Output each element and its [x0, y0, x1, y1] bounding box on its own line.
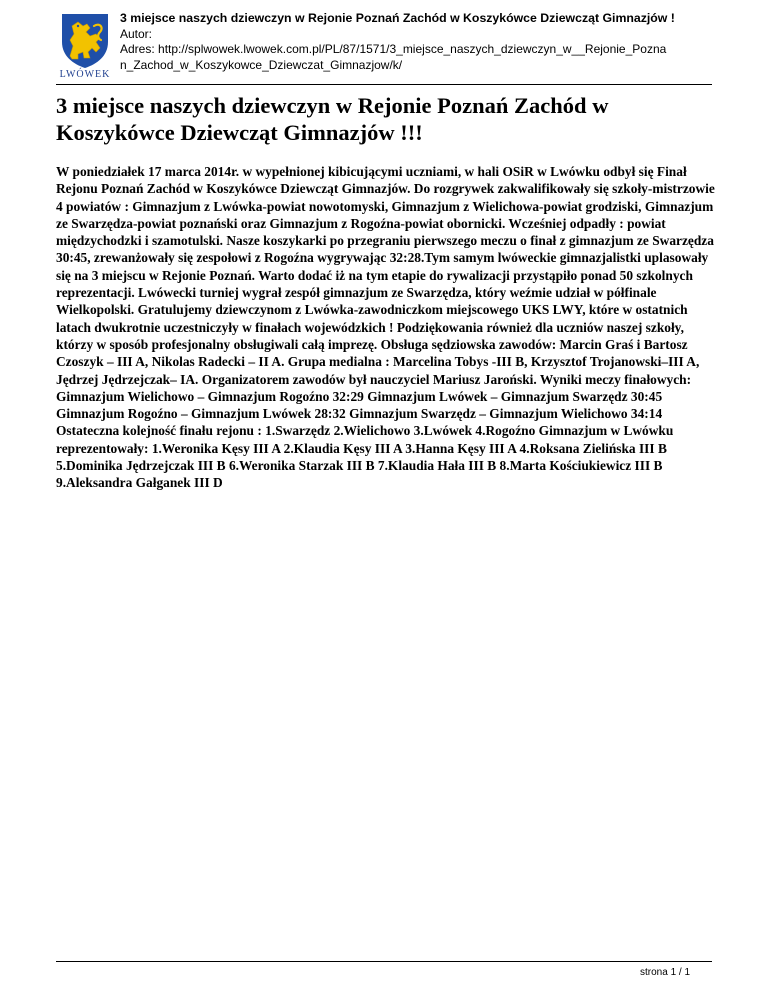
- logo-caption: LWÓWEK: [59, 69, 111, 80]
- header-author: Autor:: [120, 26, 153, 41]
- document-header: [56, 12, 756, 82]
- header-address-line-2[interactable]: n_Zachod_w_Koszykowce_Dziewczat_Gimnazjow/k/: [120, 57, 403, 72]
- footer-divider: [56, 961, 712, 962]
- header-title: 3 miejsce naszych dziewczyn w Rejonie Poznań Zachód w Koszykówce Dziewcząt Gimnazjów !: [120, 11, 675, 25]
- lwowek-coat-of-arms-logo: [56, 12, 114, 80]
- header-info: [120, 11, 760, 73]
- header-divider: [56, 84, 712, 85]
- article-title: 3 miejsce naszych dziewczyn w Rejonie Poznań Zachód w Koszykówce Dziewcząt Gimnazjów !!!: [56, 93, 609, 145]
- page-number: strona 1 / 1: [640, 967, 691, 978]
- lion-shield-icon: [56, 12, 114, 70]
- article-body: W poniedziałek 17 marca 2014r. w wypełnionej kibicującymi uczniami, w hali OSiR w Lwówku odbył się Finał Rejonu Poznań Zachód w Koszykówce Dziewcząt Gimnazjów. Do rozgrywek zakwalifikowały się szkoły-mistrzowie 4 powiatów : Gimnazjum z Lwówka-powiat nowotomyski, Gimnazjum z Wielichowa-powiat grodziski, Gimnazjum ze Swarzędza-powiat poznański oraz Gimnazjum z Rogoźna-powiat obornicki. Wcześniej odpadły : powiat międzychodzki i szamotulski. Nasze koszykarki po przegraniu pierwszego meczu o finał z gimnazjum ze Swarzędza 30:45, zrewanżowały się zespołowi z Rogoźna wygrywając 32:28.Tym samym lwóweckie gimnazjalistki uplasowały się na 3 miejscu w Rejonie Poznań. Warto dodać iż na tym etapie do rywalizacji przystąpiło ponad 50 szkolnych reprezentacji. Lwówecki turniej wygrał zespół gimnazjum ze Swarzędza, który weźmie udział w półfinale Wielkopolski. Gratulujemy dziewczynom z Lwówka-zawodniczkom miejscowego UKS LWY, które w ostatnich latach dwukrotnie uczestniczyły w finałach wojewódzkich ! Podziękowania również dla uczniów naszej szkoły, którzy w sposób profesjonalny obsługiwali całą imprezę. Obsługa sędziowska zawodów: Marcin Graś i Bartosz Czoszyk – III A, Nikolas Radecki – II A. Grupa medialna : Marcelina Tobys -III B, Krzysztof Trojanowski–III A, Jędrzej Jędrzejczak– IA. Organizatorem zawodów był nauczyciel Mariusz Jaroński. Wyniki meczy finałowych: Gimnazjum Wielichowo – Gimnazjum Rogoźno 32:29 Gimnazjum Lwówek – Gimnazjum Swarzędz 30:45 Gimnazjum Rogoźno – Gimnazjum Lwówek 28:32 Gimnazjum Swarzędz – Gimnazjum Wielichowo 34:14 Ostateczna kolejność finału rejonu : 1.Swarzędz 2.Wielichowo 3.Lwówek 4.Rogoźno Gimnazjum w Lwówku reprezentowały: 1.Weronika Kęsy III A 2.Klaudia Kęsy III A 3.Hanna Kęsy III A 4.Roksana Zielińska III B 5.Dominika Jędrzejczak III B 6.Weronika Starzak III B 7.Klaudia Hała III B 8.Marta Kościukiewicz III B 9.Aleksandra Gałganek III D: [56, 164, 715, 491]
- header-address-line-1[interactable]: Adres: http://splwowek.lwowek.com.pl/PL/87/1571/3_miejsce_naszych_dziewczyn_w__Rejonie_Pozna: [120, 42, 667, 56]
